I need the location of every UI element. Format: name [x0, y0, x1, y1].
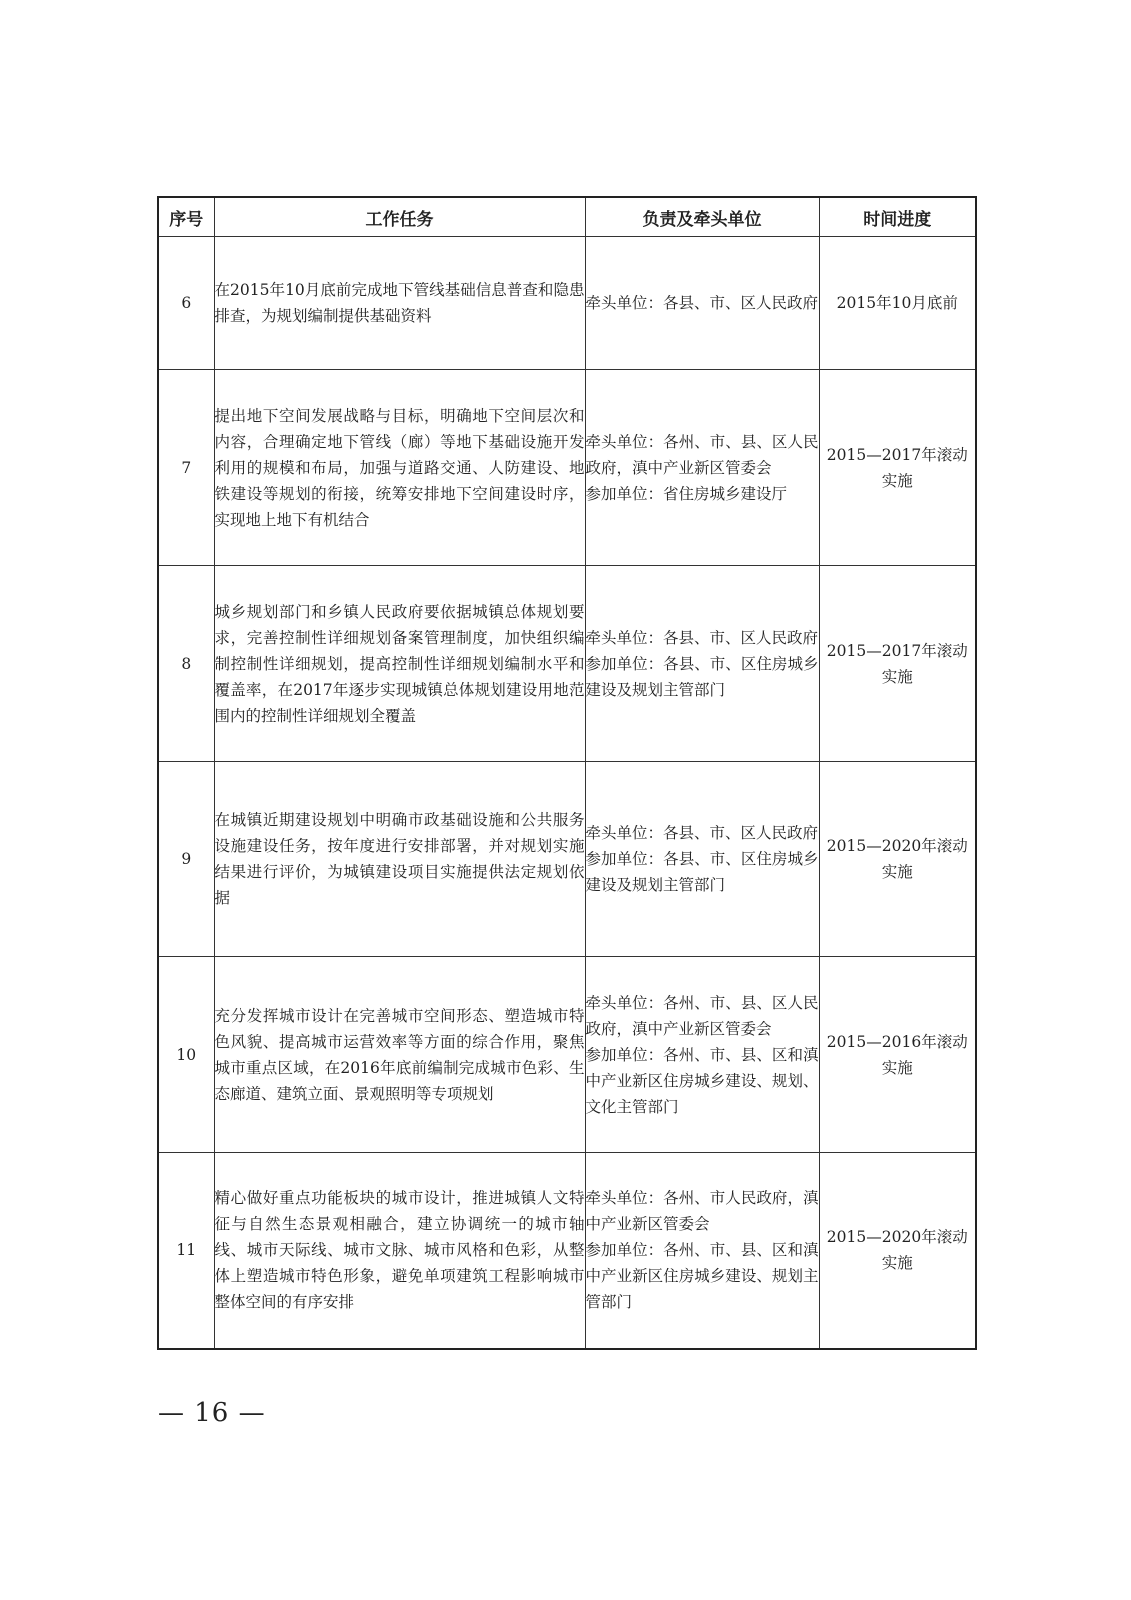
header-seq: 序号 — [158, 197, 214, 237]
cell-unit: 牵头单位：各州、市人民政府，滇中产业新区管委会 参加单位：各州、市、县、区和滇中产业新区住房城乡建设、规划主管部门 — [585, 1153, 819, 1349]
page-number: — 16 — — [158, 1398, 266, 1428]
cell-seq: 7 — [158, 370, 214, 566]
cell-task: 在2015年10月底前完成地下管线基础信息普查和隐患排查，为规划编制提供基础资料 — [214, 237, 585, 370]
table-row — [158, 762, 976, 957]
table-header-row — [158, 197, 976, 237]
table-row — [158, 566, 976, 762]
task-table — [157, 196, 977, 1350]
cell-unit: 牵头单位：各县、市、区人民政府 — [585, 237, 819, 370]
cell-time: 2015年10月底前 — [819, 237, 976, 370]
cell-task: 提出地下空间发展战略与目标，明确地下空间层次和内容，合理确定地下管线（廊）等地下基础设施开发利用的规模和布局，加强与道路交通、人防建设、地铁建设等规划的衔接，统筹安排地下空间建设时序，实现地上地下有机结合 — [214, 370, 585, 566]
table-row — [158, 957, 976, 1153]
cell-task: 城乡规划部门和乡镇人民政府要依据城镇总体规划要求，完善控制性详细规划备案管理制度，加快组织编制控制性详细规划，提高控制性详细规划编制水平和覆盖率，在2017年逐步实现城镇总体规划建设用地范围内的控制性详细规划全覆盖 — [214, 566, 585, 762]
cell-task: 精心做好重点功能板块的城市设计，推进城镇人文特征与自然生态景观相融合，建立协调统一的城市轴线、城市天际线、城市文脉、城市风格和色彩，从整体上塑造城市特色形象，避免单项建筑工程影响城市整体空间的有序安排 — [214, 1153, 585, 1349]
cell-time: 2015—2020年滚动实施 — [819, 762, 976, 957]
cell-unit: 牵头单位：各县、市、区人民政府 参加单位：各县、市、区住房城乡建设及规划主管部门 — [585, 762, 819, 957]
cell-time: 2015—2020年滚动实施 — [819, 1153, 976, 1349]
cell-seq: 10 — [158, 957, 214, 1153]
table-row — [158, 237, 976, 370]
cell-task: 充分发挥城市设计在完善城市空间形态、塑造城市特色风貌、提高城市运营效率等方面的综合作用，聚焦城市重点区域，在2016年底前编制完成城市色彩、生态廊道、建筑立面、景观照明等专项规划 — [214, 957, 585, 1153]
header-unit: 负责及牵头单位 — [585, 197, 819, 237]
cell-time: 2015—2017年滚动实施 — [819, 566, 976, 762]
table-row — [158, 370, 976, 566]
cell-seq: 11 — [158, 1153, 214, 1349]
cell-seq: 9 — [158, 762, 214, 957]
cell-unit: 牵头单位：各州、市、县、区人民政府，滇中产业新区管委会 参加单位：各州、市、县、区和滇中产业新区住房城乡建设、规划、文化主管部门 — [585, 957, 819, 1153]
cell-seq: 6 — [158, 237, 214, 370]
cell-seq: 8 — [158, 566, 214, 762]
table-row — [158, 1153, 976, 1349]
cell-time: 2015—2016年滚动实施 — [819, 957, 976, 1153]
cell-unit: 牵头单位：各县、市、区人民政府 参加单位：各县、市、区住房城乡建设及规划主管部门 — [585, 566, 819, 762]
header-task: 工作任务 — [214, 197, 585, 237]
cell-task: 在城镇近期建设规划中明确市政基础设施和公共服务设施建设任务，按年度进行安排部署，并对规划实施结果进行评价，为城镇建设项目实施提供法定规划依据 — [214, 762, 585, 957]
header-time: 时间进度 — [819, 197, 976, 237]
cell-time: 2015—2017年滚动实施 — [819, 370, 976, 566]
cell-unit: 牵头单位：各州、市、县、区人民政府，滇中产业新区管委会 参加单位：省住房城乡建设厅 — [585, 370, 819, 566]
